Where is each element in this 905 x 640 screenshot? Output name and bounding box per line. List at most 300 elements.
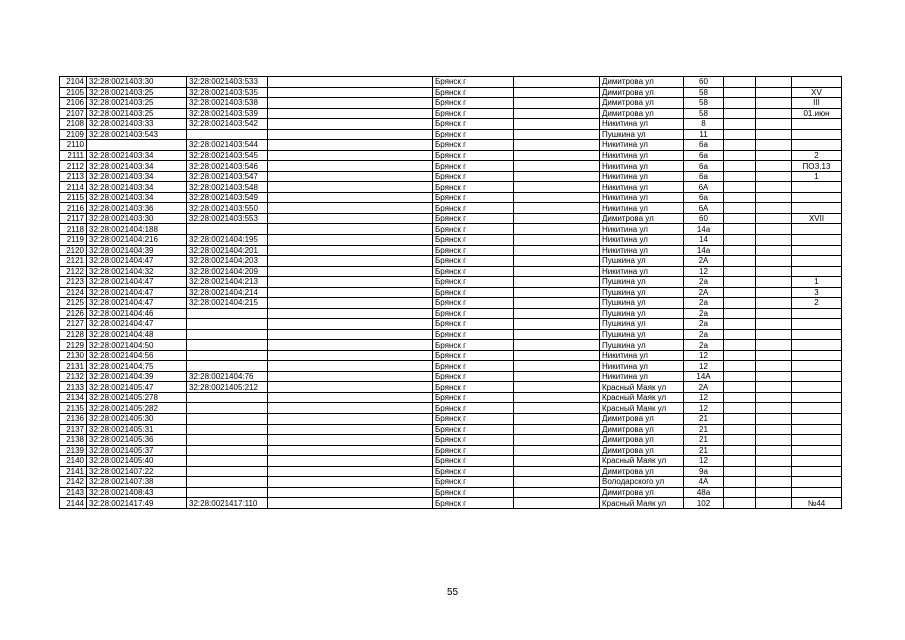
cell-row-number: 2124 (60, 287, 87, 298)
cell-street: Димитрова ул (600, 414, 684, 425)
cell-cadastral-number: 32:28:0021408:43 (87, 487, 187, 498)
cell-row-number: 2114 (60, 182, 87, 193)
cell-city: Брянск г (433, 424, 514, 435)
cell-room: III (792, 98, 842, 109)
cell-empty-col-3 (724, 329, 756, 340)
cell-empty-col-2 (514, 161, 600, 172)
cell-room (792, 340, 842, 351)
cell-city: Брянск г (433, 414, 514, 425)
cell-room: ПОЗ.13 (792, 161, 842, 172)
table-row (60, 382, 842, 393)
cell-empty-col-4 (756, 361, 792, 372)
cell-room (792, 308, 842, 319)
cell-street: Никитина ул (600, 119, 684, 130)
cell-room (792, 140, 842, 151)
cell-empty-col-4 (756, 403, 792, 414)
cell-street: Красный Маяк ул (600, 498, 684, 509)
cell-empty-col-2 (514, 213, 600, 224)
cell-room: 1 (792, 171, 842, 182)
cell-house-number: 14 (684, 234, 724, 245)
cell-empty-col-3 (724, 98, 756, 109)
registry-table (59, 76, 842, 509)
cell-room (792, 245, 842, 256)
cell-empty-col-1 (268, 234, 433, 245)
cell-row-number: 2116 (60, 203, 87, 214)
cell-city: Брянск г (433, 287, 514, 298)
cell-empty-col-2 (514, 403, 600, 414)
cell-row-number: 2105 (60, 87, 87, 98)
cell-empty-col-4 (756, 350, 792, 361)
cell-house-number: 12 (684, 403, 724, 414)
cell-row-number: 2131 (60, 361, 87, 372)
cell-house-number: 2А (684, 382, 724, 393)
table-row (60, 213, 842, 224)
cell-row-number: 2136 (60, 414, 87, 425)
cell-city: Брянск г (433, 466, 514, 477)
cell-empty-col-4 (756, 319, 792, 330)
cell-empty-col-4 (756, 340, 792, 351)
cell-empty-col-4 (756, 445, 792, 456)
table-row (60, 456, 842, 467)
cell-empty-col-4 (756, 192, 792, 203)
cell-city: Брянск г (433, 192, 514, 203)
cell-cadastral-number: 32:28:0021403:543 (87, 129, 187, 140)
cell-street: Димитрова ул (600, 466, 684, 477)
cell-city: Брянск г (433, 477, 514, 488)
cell-street: Пушкина ул (600, 319, 684, 330)
cell-empty-col-1 (268, 466, 433, 477)
table-row (60, 129, 842, 140)
cell-street: Красный Маяк ул (600, 392, 684, 403)
cell-house-number: 58 (684, 98, 724, 109)
table-row (60, 298, 842, 309)
cell-object-number (187, 340, 268, 351)
cell-empty-col-2 (514, 140, 600, 151)
cell-street: Димитрова ул (600, 98, 684, 109)
cell-object-number: 32:28:0021404:203 (187, 256, 268, 267)
cell-house-number: 4А (684, 477, 724, 488)
cell-empty-col-4 (756, 182, 792, 193)
table-row (60, 234, 842, 245)
cell-street: Никитина ул (600, 266, 684, 277)
cell-cadastral-number: 32:28:0021404:32 (87, 266, 187, 277)
cell-row-number: 2113 (60, 171, 87, 182)
cell-street: Никитина ул (600, 192, 684, 203)
cell-empty-col-2 (514, 487, 600, 498)
cell-street: Пушкина ул (600, 340, 684, 351)
cell-row-number: 2127 (60, 319, 87, 330)
cell-empty-col-1 (268, 245, 433, 256)
table-row (60, 445, 842, 456)
cell-empty-col-4 (756, 277, 792, 288)
cell-city: Брянск г (433, 350, 514, 361)
cell-row-number: 2110 (60, 140, 87, 151)
cell-room: XV (792, 87, 842, 98)
cell-empty-col-3 (724, 392, 756, 403)
cell-room (792, 371, 842, 382)
cell-cadastral-number: 32:28:0021403:34 (87, 171, 187, 182)
cell-empty-col-4 (756, 108, 792, 119)
cell-house-number: 12 (684, 361, 724, 372)
cell-street: Димитрова ул (600, 487, 684, 498)
cell-room (792, 466, 842, 477)
cell-empty-col-3 (724, 456, 756, 467)
cell-city: Брянск г (433, 87, 514, 98)
table-row (60, 119, 842, 130)
cell-empty-col-4 (756, 414, 792, 425)
cell-empty-col-3 (724, 287, 756, 298)
cell-city: Брянск г (433, 456, 514, 467)
table-row (60, 371, 842, 382)
cell-object-number: 32:28:0021403:535 (187, 87, 268, 98)
cell-cadastral-number: 32:28:0021404:39 (87, 371, 187, 382)
table-row (60, 487, 842, 498)
cell-cadastral-number: 32:28:0021405:36 (87, 435, 187, 446)
table-row (60, 266, 842, 277)
cell-empty-col-1 (268, 224, 433, 235)
cell-street: Пушкина ул (600, 298, 684, 309)
cell-empty-col-3 (724, 77, 756, 88)
cell-empty-col-4 (756, 98, 792, 109)
cell-room (792, 203, 842, 214)
cell-cadastral-number: 32:28:0021404:47 (87, 319, 187, 330)
cell-empty-col-2 (514, 150, 600, 161)
cell-house-number: 6а (684, 140, 724, 151)
cell-object-number (187, 477, 268, 488)
cell-cadastral-number: 32:28:0021403:34 (87, 161, 187, 172)
cell-empty-col-2 (514, 119, 600, 130)
cell-empty-col-3 (724, 424, 756, 435)
cell-empty-col-3 (724, 445, 756, 456)
cell-row-number: 2139 (60, 445, 87, 456)
cell-empty-col-1 (268, 256, 433, 267)
cell-empty-col-1 (268, 192, 433, 203)
cell-object-number: 32:28:0021403:544 (187, 140, 268, 151)
cell-empty-col-1 (268, 340, 433, 351)
cell-cadastral-number (87, 140, 187, 151)
cell-empty-col-1 (268, 140, 433, 151)
cell-empty-col-2 (514, 266, 600, 277)
cell-row-number: 2108 (60, 119, 87, 130)
cell-empty-col-2 (514, 98, 600, 109)
cell-city: Брянск г (433, 108, 514, 119)
cell-city: Брянск г (433, 98, 514, 109)
cell-street: Димитрова ул (600, 108, 684, 119)
cell-city: Брянск г (433, 487, 514, 498)
cell-object-number (187, 403, 268, 414)
cell-object-number: 32:28:0021403:545 (187, 150, 268, 161)
table-row (60, 350, 842, 361)
cell-row-number: 2141 (60, 466, 87, 477)
cell-street: Никитина ул (600, 245, 684, 256)
cell-room (792, 182, 842, 193)
cell-house-number: 14а (684, 224, 724, 235)
cell-city: Брянск г (433, 140, 514, 151)
cell-empty-col-3 (724, 245, 756, 256)
cell-empty-col-4 (756, 287, 792, 298)
cell-street: Пушкина ул (600, 256, 684, 267)
cell-empty-col-2 (514, 224, 600, 235)
table-row (60, 329, 842, 340)
cell-empty-col-4 (756, 424, 792, 435)
cell-empty-col-2 (514, 371, 600, 382)
table-row (60, 192, 842, 203)
cell-empty-col-4 (756, 245, 792, 256)
cell-empty-col-2 (514, 340, 600, 351)
cell-empty-col-4 (756, 298, 792, 309)
cell-empty-col-2 (514, 287, 600, 298)
cell-room (792, 119, 842, 130)
cell-object-number: 32:28:0021403:538 (187, 98, 268, 109)
cell-empty-col-3 (724, 277, 756, 288)
cell-street: Красный Маяк ул (600, 382, 684, 393)
cell-row-number: 2137 (60, 424, 87, 435)
cell-empty-col-4 (756, 87, 792, 98)
cell-room (792, 382, 842, 393)
cell-empty-col-4 (756, 119, 792, 130)
cell-empty-col-2 (514, 129, 600, 140)
cell-empty-col-2 (514, 456, 600, 467)
cell-street: Никитина ул (600, 350, 684, 361)
cell-object-number (187, 319, 268, 330)
cell-street: Красный Маяк ул (600, 403, 684, 414)
cell-house-number: 58 (684, 108, 724, 119)
cell-city: Брянск г (433, 403, 514, 414)
cell-empty-col-1 (268, 308, 433, 319)
cell-cadastral-number: 32:28:0021404:56 (87, 350, 187, 361)
cell-empty-col-2 (514, 277, 600, 288)
cell-empty-col-4 (756, 308, 792, 319)
cell-object-number: 32:28:0021403:542 (187, 119, 268, 130)
cell-object-number: 32:28:0021403:533 (187, 77, 268, 88)
cell-room (792, 224, 842, 235)
cell-street: Володарского ул (600, 477, 684, 488)
table-row (60, 435, 842, 446)
cell-house-number: 14а (684, 245, 724, 256)
cell-house-number: 2А (684, 287, 724, 298)
cell-object-number (187, 487, 268, 498)
cell-empty-col-1 (268, 361, 433, 372)
table-row (60, 245, 842, 256)
cell-street: Пушкина ул (600, 277, 684, 288)
table-row (60, 161, 842, 172)
cell-house-number: 21 (684, 435, 724, 446)
cell-object-number: 32:28:0021403:548 (187, 182, 268, 193)
cell-object-number: 32:28:0021403:549 (187, 192, 268, 203)
cell-city: Брянск г (433, 182, 514, 193)
table-row (60, 98, 842, 109)
table-row (60, 140, 842, 151)
cell-room (792, 403, 842, 414)
cell-room (792, 192, 842, 203)
cell-city: Брянск г (433, 245, 514, 256)
cell-house-number: 2а (684, 329, 724, 340)
cell-street: Димитрова ул (600, 213, 684, 224)
table-row (60, 182, 842, 193)
cell-row-number: 2104 (60, 77, 87, 88)
cell-house-number: 2А (684, 256, 724, 267)
cell-empty-col-3 (724, 213, 756, 224)
cell-object-number: 32:28:0021417:110 (187, 498, 268, 509)
cell-cadastral-number: 32:28:0021404:47 (87, 277, 187, 288)
cell-object-number (187, 224, 268, 235)
cell-house-number: 2а (684, 340, 724, 351)
cell-city: Брянск г (433, 298, 514, 309)
cell-empty-col-4 (756, 456, 792, 467)
cell-city: Брянск г (433, 308, 514, 319)
cell-empty-col-4 (756, 224, 792, 235)
cell-cadastral-number: 32:28:0021403:34 (87, 150, 187, 161)
cell-empty-col-1 (268, 414, 433, 425)
cell-empty-col-1 (268, 129, 433, 140)
cell-empty-col-3 (724, 87, 756, 98)
table-row (60, 171, 842, 182)
cell-empty-col-1 (268, 150, 433, 161)
cell-empty-col-3 (724, 371, 756, 382)
cell-city: Брянск г (433, 392, 514, 403)
cell-street: Пушкина ул (600, 329, 684, 340)
cell-cadastral-number: 32:28:0021417:49 (87, 498, 187, 509)
cell-empty-col-1 (268, 171, 433, 182)
cell-empty-col-3 (724, 234, 756, 245)
cell-house-number: 12 (684, 266, 724, 277)
cell-empty-col-2 (514, 298, 600, 309)
cell-city: Брянск г (433, 224, 514, 235)
cell-object-number (187, 424, 268, 435)
cell-empty-col-3 (724, 308, 756, 319)
cell-house-number: 6а (684, 150, 724, 161)
cell-city: Брянск г (433, 371, 514, 382)
cell-empty-col-1 (268, 87, 433, 98)
cell-empty-col-4 (756, 487, 792, 498)
cell-empty-col-1 (268, 119, 433, 130)
cell-empty-col-4 (756, 171, 792, 182)
cell-cadastral-number: 32:28:0021404:75 (87, 361, 187, 372)
table-row (60, 203, 842, 214)
cell-empty-col-2 (514, 466, 600, 477)
cell-city: Брянск г (433, 498, 514, 509)
cell-object-number: 32:28:0021404:213 (187, 277, 268, 288)
cell-empty-col-3 (724, 361, 756, 372)
cell-row-number: 2144 (60, 498, 87, 509)
cell-empty-col-4 (756, 256, 792, 267)
cell-empty-col-4 (756, 77, 792, 88)
cell-empty-col-1 (268, 77, 433, 88)
cell-empty-col-2 (514, 87, 600, 98)
cell-city: Брянск г (433, 435, 514, 446)
cell-row-number: 2143 (60, 487, 87, 498)
cell-room (792, 477, 842, 488)
cell-house-number: 12 (684, 456, 724, 467)
cell-empty-col-3 (724, 150, 756, 161)
cell-empty-col-2 (514, 477, 600, 488)
cell-street: Пушкина ул (600, 287, 684, 298)
cell-city: Брянск г (433, 277, 514, 288)
cell-house-number: 2а (684, 308, 724, 319)
cell-row-number: 2130 (60, 350, 87, 361)
cell-city: Брянск г (433, 213, 514, 224)
cell-city: Брянск г (433, 266, 514, 277)
cell-row-number: 2123 (60, 277, 87, 288)
cell-empty-col-1 (268, 371, 433, 382)
cell-city: Брянск г (433, 445, 514, 456)
cell-row-number: 2107 (60, 108, 87, 119)
cell-object-number (187, 308, 268, 319)
cell-street: Никитина ул (600, 171, 684, 182)
cell-empty-col-3 (724, 466, 756, 477)
cell-street: Никитина ул (600, 371, 684, 382)
cell-room: 01.июн (792, 108, 842, 119)
cell-row-number: 2135 (60, 403, 87, 414)
cell-cadastral-number: 32:28:0021403:34 (87, 182, 187, 193)
cell-empty-col-3 (724, 119, 756, 130)
cell-room (792, 256, 842, 267)
cell-empty-col-1 (268, 329, 433, 340)
cell-object-number: 32:28:0021403:546 (187, 161, 268, 172)
cell-empty-col-1 (268, 487, 433, 498)
cell-cadastral-number: 32:28:0021403:30 (87, 77, 187, 88)
cell-house-number: 60 (684, 213, 724, 224)
cell-object-number (187, 129, 268, 140)
cell-room (792, 445, 842, 456)
cell-empty-col-1 (268, 435, 433, 446)
table-row (60, 287, 842, 298)
cell-object-number: 32:28:0021403:547 (187, 171, 268, 182)
cell-empty-col-3 (724, 192, 756, 203)
cell-empty-col-2 (514, 382, 600, 393)
cell-empty-col-3 (724, 256, 756, 267)
cell-house-number: 6а (684, 192, 724, 203)
table-row (60, 424, 842, 435)
cell-room (792, 266, 842, 277)
cell-cadastral-number: 32:28:0021404:50 (87, 340, 187, 351)
cell-row-number: 2129 (60, 340, 87, 351)
cell-room (792, 329, 842, 340)
cell-city: Брянск г (433, 171, 514, 182)
table-row (60, 256, 842, 267)
cell-house-number: 14А (684, 371, 724, 382)
cell-cadastral-number: 32:28:0021404:47 (87, 298, 187, 309)
cell-empty-col-3 (724, 487, 756, 498)
cell-cadastral-number: 32:28:0021404:39 (87, 245, 187, 256)
cell-room (792, 234, 842, 245)
table-body (60, 77, 842, 509)
cell-cadastral-number: 32:28:0021405:37 (87, 445, 187, 456)
cell-room: XVII (792, 213, 842, 224)
cell-room (792, 435, 842, 446)
cell-row-number: 2125 (60, 298, 87, 309)
cell-empty-col-3 (724, 340, 756, 351)
cell-city: Брянск г (433, 234, 514, 245)
cell-row-number: 2120 (60, 245, 87, 256)
cell-row-number: 2112 (60, 161, 87, 172)
cell-empty-col-2 (514, 498, 600, 509)
table-row (60, 319, 842, 330)
cell-city: Брянск г (433, 361, 514, 372)
cell-city: Брянск г (433, 150, 514, 161)
cell-object-number: 32:28:0021404:76 (187, 371, 268, 382)
cell-row-number: 2121 (60, 256, 87, 267)
cell-room (792, 350, 842, 361)
cell-empty-col-4 (756, 477, 792, 488)
cell-empty-col-2 (514, 234, 600, 245)
cell-row-number: 2117 (60, 213, 87, 224)
cell-room (792, 319, 842, 330)
cell-empty-col-2 (514, 424, 600, 435)
cell-cadastral-number: 32:28:0021405:30 (87, 414, 187, 425)
cell-row-number: 2115 (60, 192, 87, 203)
cell-house-number: 2а (684, 277, 724, 288)
